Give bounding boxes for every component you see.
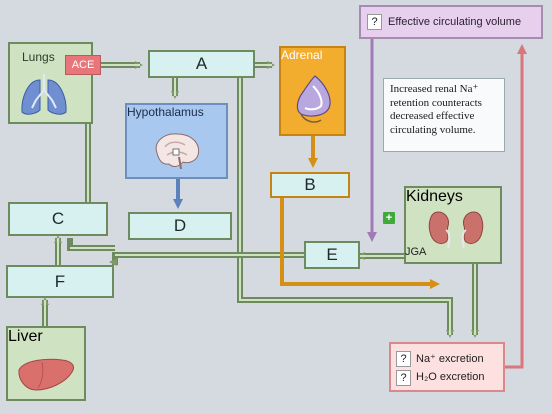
node-b-label: B <box>304 175 316 194</box>
node-f <box>6 265 114 298</box>
node-a <box>148 50 255 78</box>
node-f-label: F <box>54 271 66 291</box>
explanatory-note: Increased renal Na⁺ retention counteracts decreased effective circulating volume. <box>383 78 505 152</box>
liver-label: Liver <box>8 328 43 345</box>
lungs-label: Lungs <box>22 50 55 64</box>
adrenal-label: Adrenal <box>281 48 323 62</box>
arrow-excretion-to-volume <box>505 48 522 367</box>
h2o-excretion-question-box: ? <box>396 370 411 386</box>
na-excretion-label: Na⁺ excretion <box>416 353 484 365</box>
brain-icon <box>151 131 203 171</box>
arrow-e-to-f <box>112 255 304 262</box>
kidneys-label: Kidneys <box>406 188 463 205</box>
positive-sign-icon: + <box>383 212 395 224</box>
node-e <box>304 241 360 269</box>
effective-volume-question-box: ? <box>367 14 382 30</box>
hypothalamus-box <box>125 103 228 179</box>
node-e-label: E <box>326 245 338 264</box>
node-d-label: D <box>173 216 187 235</box>
h2o-excretion-label: H₂O excretion <box>416 371 485 383</box>
liver-box <box>6 326 86 401</box>
node-d <box>128 212 232 240</box>
adrenal-gland-icon <box>291 74 337 126</box>
kidneys-icon <box>428 208 484 250</box>
hypothalamus-label: Hypothalamus <box>127 105 204 119</box>
ace-label: ACE <box>65 55 101 75</box>
lungs-icon <box>18 74 70 118</box>
arrow-e-to-c <box>70 238 115 248</box>
node-a-label: A <box>195 54 208 73</box>
effective-volume-box <box>359 5 543 39</box>
adrenal-box <box>279 46 346 136</box>
node-c <box>8 202 108 236</box>
node-b <box>270 172 350 198</box>
node-c-label: C <box>51 209 65 228</box>
excretion-box <box>389 342 505 392</box>
effective-volume-label: Effective circulating volume <box>388 16 522 28</box>
jga-label: JGA <box>405 246 427 258</box>
na-excretion-question-box: ? <box>396 351 411 367</box>
liver-icon <box>16 356 78 394</box>
